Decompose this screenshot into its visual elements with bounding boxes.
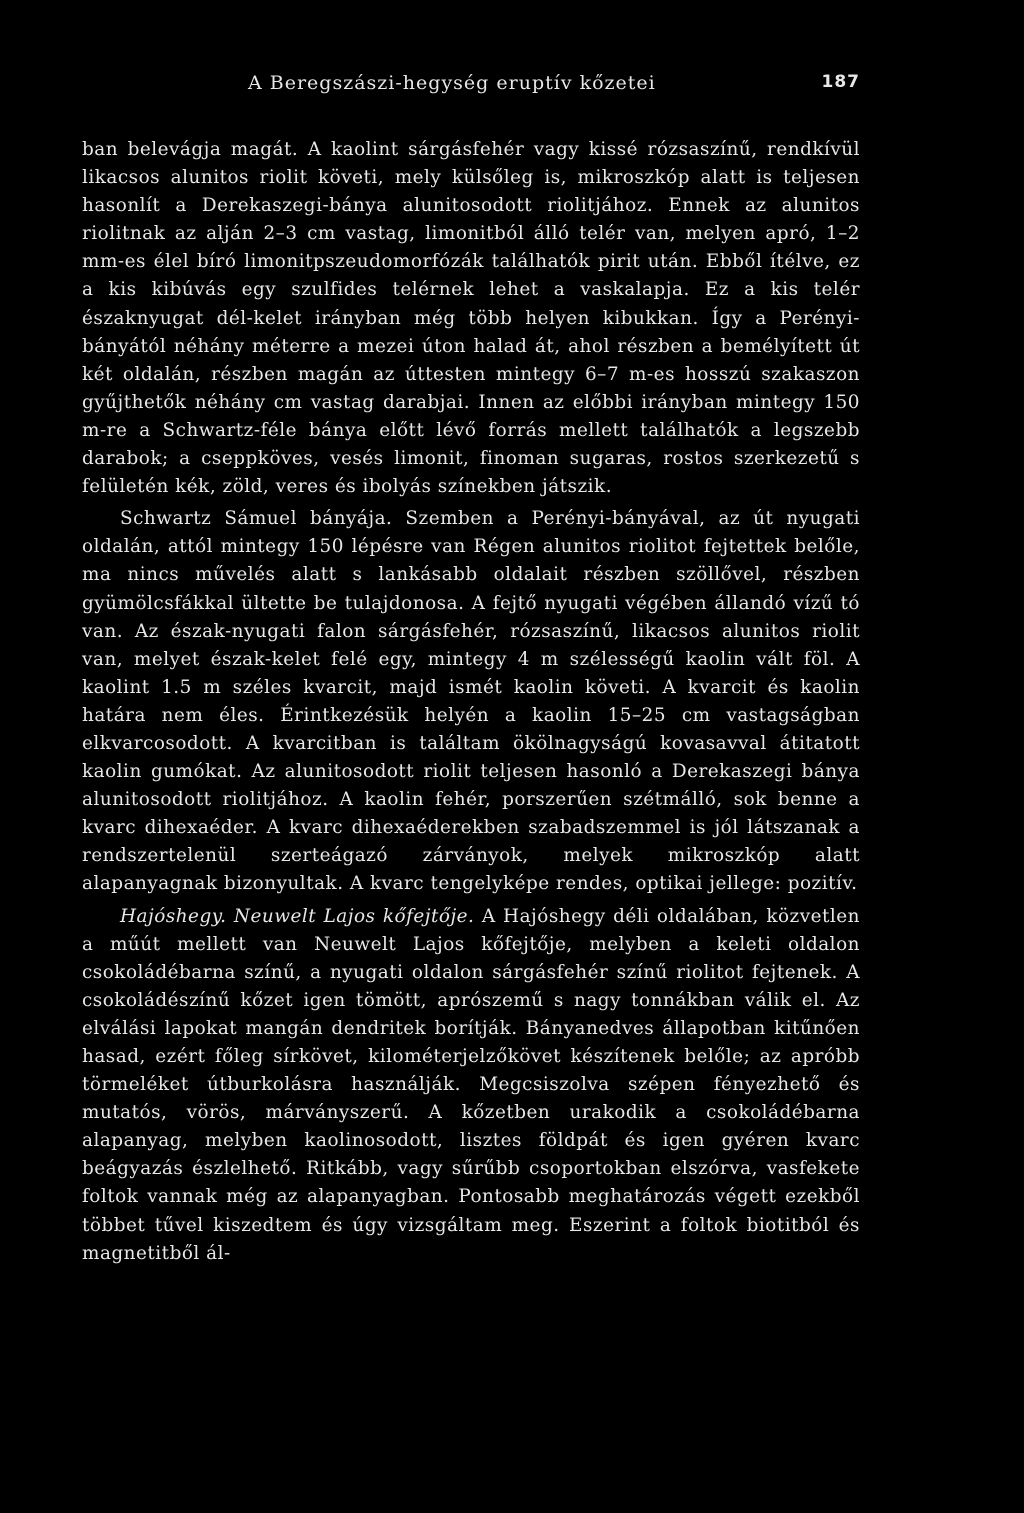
- page-number: 187: [821, 72, 860, 92]
- paragraph-3-text: A Hajóshegy déli oldalában, közvetlen a műút mellett van Neuwelt Lajos kőfejtője, melyben a keleti oldalon csokoládébarna színű, a nyugati oldalon sárgásfehér színű riolitot fejtenek. A csokoládészínű kőzet igen tömött, aprószemű s nagy tonnákban válik el. Az elválási lapokat mangán dendritek borítják. Bányanedves állapotban kitűnően hasad, ezért főleg sírkövet, kilométerjelzőkövet készítenek belőle; az apróbb törmeléket útburkolásra használják. Megcsiszolva szépen fényezhető és mutatós, vörös, márványszerű. A kőzetben urakodik a csokoládébarna alapanyag, melyben kaolinosodott, lisztes földpát és igen gyéren kvarc beágyazás észlelhető. Ritkább, vagy sűrűbb csoportokban elszórva, vasfekete foltok vannak még az alapanyagban. Pontosabb meghatározás végett ezekből többet tűvel kiszedtem és úgy vizsgáltam meg. Eszerint a foltok biotitból és magnetitből ál-: [82, 905, 860, 1264]
- running-title: A Beregszászi-hegység eruptív kőzetei: [248, 72, 656, 94]
- paragraph-3: [82, 903, 860, 1268]
- document-page: [82, 72, 860, 1268]
- page-header: [82, 72, 860, 102]
- paragraph-1: ban belevágja magát. A kaolint sárgásfehér vagy kissé rózsaszínű, rendkívül likacsos alunitos riolit követi, mely külsőleg is, mikroszkóp alatt is teljesen hasonlít a Derekaszegi-bánya alunitosodott riolitjához. Ennek az alunitos riolitnak az alján 2–3 cm vastag, limonitból álló telér van, melyen apró, 1–2 mm-es élel bíró limonitpszeudomorfózák találhatók pirit után. Ebből ítélve, ez a kis kibúvás egy szulfides telérnek lehet a vaskalapja. Ez a kis telér északnyugat dél-kelet irányban még több helyen kibukkan. Így a Perényi-bányától néhány méterre a mezei úton halad át, ahol részben a bemélyített út két oldalán, részben magán az úttesten mintegy 6–7 m-es hosszú szakaszon gyűjthetők néhány cm vastag darabjai. Innen az előbbi irányban mintegy 150 m-re a Schwartz-féle bánya előtt lévő forrás mellett találhatók a legszebb darabok; a cseppköves, vesés limonit, finoman sugaras, rostos szerkezetű s felületén kék, zöld, veres és ibolyás színekben játszik.: [82, 139, 860, 498]
- paragraph-3-lead: Hajóshegy. Neuwelt Lajos kőfejtője.: [120, 905, 475, 927]
- body-text: [82, 136, 860, 1268]
- paragraph-2: Schwartz Sámuel bányája. Szemben a Perényi-bányával, az út nyugati oldalán, attól mintegy 150 lépésre van Régen alunitos riolitot fejtettek belőle, ma nincs művelés alatt s lankásabb oldalait részben szöllővel, részben gyümölcsfákkal ültette be tulajdonosa. A fejtő nyugati végében állandó vízű tó van. Az észak-nyugati falon sárgásfehér, rózsaszínű, likacsos alunitos riolit van, melyet észak-kelet felé egy, mintegy 4 m szélességű kaolin vált föl. A kaolint 1.5 m széles kvarcit, majd ismét kaolin követi. A kvarcit és kaolin határa nem éles. Érintkezésük helyén a kaolin 15–25 cm vastagságban elkvarcosodott. A kvarcitban is találtam ökölnagyságú kovasavval átitatott kaolin gumókat. Az alunitosodott riolit teljesen hasonló a Derekaszegi bánya alunitosodott riolitjához. A kaolin fehér, porszerűen szétmálló, sok benne a kvarc dihexaéder. A kvarc dihexaéderekben szabadszemmel is jól látszanak a rendszertelenül szerteágazó zárványok, melyek mikroszkóp alatt alapanyagnak bizonyultak. A kvarc tengelyképe rendes, optikai jellege: pozitív.: [82, 508, 860, 895]
